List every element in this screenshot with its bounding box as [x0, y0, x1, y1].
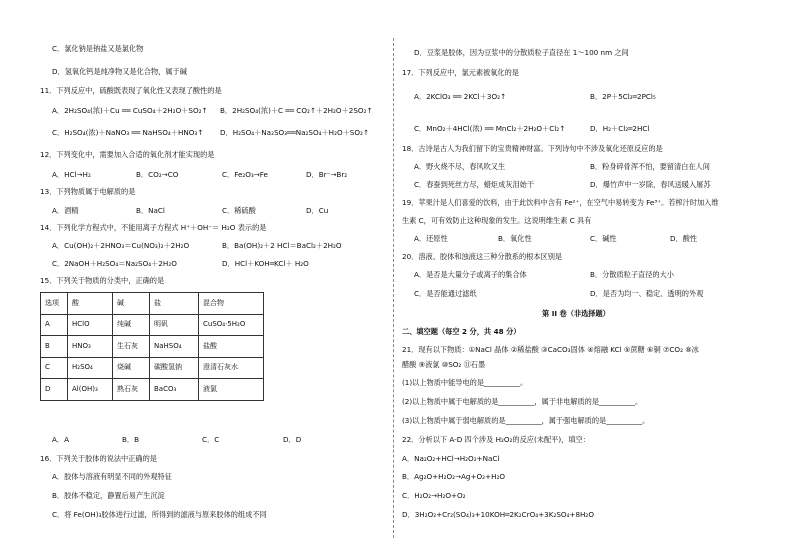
table-cell: 熟石灰 [113, 379, 150, 401]
question-21-part1: (1)以上物质中能导电的是__________。 [402, 378, 528, 387]
table-cell: 碳酸氢钠 [150, 357, 199, 379]
option-18c: C．春蚕到死丝方尽，蜡炬成灰泪始干 [414, 180, 535, 189]
question-16: 16．下列关于胶体的说法中正确的是 [40, 454, 157, 463]
option-13a: A．酒精 [52, 206, 79, 215]
table-header-cell: 选项 [41, 293, 68, 315]
option-12c: C．Fe₂O₃→Fe [222, 170, 268, 179]
reaction-b: B．Ag₂O+H₂O₂→Ag+O₂+H₂O [402, 472, 506, 481]
question-22: 22．分析以下 A-D 四个涉及 H₂O₂的反应(未配平)，填空： [402, 435, 590, 444]
option-15d: D．D [283, 435, 302, 444]
question-15: 15．下列关于物质的分类中，正确的是 [40, 276, 165, 285]
option-text: C．氯化钠是钠盐又是氯化物 [52, 44, 144, 53]
option-18a: A．野火烧不尽，春风吹又生 [414, 162, 506, 171]
option-20c: C．是否能通过滤纸 [414, 289, 477, 298]
table-cell: Al(OH)₃ [68, 379, 113, 401]
table-cell: 液氯 [199, 379, 264, 401]
table-cell: NaHSO₄ [150, 336, 199, 358]
question-21-line2: 醋酸 ⑨液氯 ⑩SO₂ ⑪石墨 [402, 360, 486, 369]
table-cell: H₂SO₄ [68, 357, 113, 379]
table-row [41, 314, 264, 336]
option-18b: B．粉身碎骨浑不怕，要留清白在人间 [590, 162, 710, 171]
table-header-cell: 酸 [68, 293, 113, 315]
option-20a: A．是否是大量分子或离子的集合体 [414, 270, 527, 279]
table-cell: HNO₃ [68, 336, 113, 358]
question-20: 20．溶液、胶体和浊液这三种分散系的根本区别是 [402, 252, 563, 261]
option-14a: A．Cu(OH)₂＋2HNO₃＝Cu(NO₃)₂＋2H₂O [52, 241, 190, 250]
option-14c: C．2NaOH＋H₂SO₄＝Na₂SO₄＋2H₂O [52, 259, 177, 268]
table-header-row [41, 293, 264, 315]
table-row [41, 357, 264, 379]
table-cell: 生石灰 [113, 336, 150, 358]
table-cell: 烧碱 [113, 357, 150, 379]
option-19c: C．碱性 [590, 234, 617, 243]
option-14b: B．Ba(OH)₂＋2 HCl＝BaCl₂＋2H₂O [222, 241, 342, 250]
question-17: 17．下列反应中，氯元素被氧化的是 [402, 68, 519, 77]
option-19a: A．还原性 [414, 234, 448, 243]
table-cell: D [41, 379, 68, 401]
option-20d: D．是否为均一、稳定、透明的外观 [590, 289, 704, 298]
reaction-d: D．3H₂O₂+Cr₂(SO₄)₃+10KOH═2K₂CrO₄+3K₂SO₄+8H₂O [402, 510, 594, 519]
option-15b: B．B [122, 435, 140, 444]
table-row [41, 336, 264, 358]
question-21-part3: (3)以上物质中属于弱电解质的是__________，属于强电解质的是__________。 [402, 416, 650, 425]
reaction-c: C．H₂O₂→H₂O+O₂ [402, 491, 466, 500]
question-11: 11．下列反应中，硫酸既表现了氧化性又表现了酸性的是 [40, 86, 222, 95]
option-19b: B．氧化性 [498, 234, 532, 243]
option-11b: B．2H₂SO₄(浓)＋C ══ CO₂↑＋2H₂O＋2SO₂↑ [220, 106, 373, 115]
option-16a: A．胶体与溶液有明显不同的外观特征 [52, 472, 172, 481]
reaction-a: A．Na₂O₂+HCl→H₂O₂+NaCl [402, 454, 500, 463]
table-cell: C [41, 357, 68, 379]
question-21-part2: (2)以上物质中属于电解质的是__________，属于非电解质的是__________。 [402, 397, 643, 406]
option-17c: C．MnO₂＋4HCl(浓) ══ MnCl₂＋2H₂O＋Cl₂↑ [414, 124, 566, 133]
option-11a: A．2H₂SO₄(浓)＋Cu ══ CuSO₄＋2H₂O＋SO₂↑ [52, 106, 208, 115]
question-13: 13．下列物质属于电解质的是 [40, 187, 136, 196]
question-19-line1: 19．苹果汁是人们喜爱的饮料，由于此饮料中含有 Fe²⁺，在空气中易转变为 Fe³⁺。若榨汁时加入维 [402, 198, 719, 207]
option-13c: C．稀硫酸 [222, 206, 256, 215]
table-header-cell: 碱 [113, 293, 150, 315]
option-15c: C．C [202, 435, 220, 444]
option-11d: D．H₂SO₄＋Na₂SO₃══Na₂SO₄＋H₂O＋SO₂↑ [220, 128, 369, 137]
option-12d: D．Br⁻→Br₂ [306, 170, 348, 179]
table-cell: BaCO₃ [150, 379, 199, 401]
question-19-line2: 生素 C，可有效防止这种现象的发生。这说明维生素 C 具有 [402, 216, 592, 225]
classification-table [40, 292, 264, 401]
question-14: 14．下列化学方程式中，不能用离子方程式 H⁺＋OH⁻＝ H₂O 表示的是 [40, 223, 267, 232]
table-cell: 纯碱 [113, 314, 150, 336]
option-18d: D．爆竹声中一岁除，春风送暖入屠苏 [590, 180, 711, 189]
table-cell: 明矾 [150, 314, 199, 336]
option-text: D．氢氧化钙是纯净物又是化合物，属于碱 [52, 67, 187, 76]
part-two-title: 第 II 卷（非选择题） [542, 309, 610, 318]
column-divider [393, 38, 394, 538]
option-20b: B．分散质粒子直径的大小 [590, 270, 674, 279]
question-18: 18．古诗是古人为我们留下的宝贵精神财富。下列诗句中不涉及氧化还原反应的是 [402, 144, 663, 153]
option-14d: D．HCl＋KOH═KCl＋ H₂O [222, 259, 309, 268]
option-16d: D．豆浆是胶体，因为豆浆中的分散质粒子直径在 1～100 nm 之间 [414, 48, 629, 57]
option-11c: C．H₂SO₄(浓)＋NaNO₃ ══ NaHSO₄＋HNO₃↑ [52, 128, 204, 137]
option-17b: B．2P＋5Cl₂═2PCl₅ [590, 92, 656, 101]
table-cell: A [41, 314, 68, 336]
option-13b: B．NaCl [136, 206, 165, 215]
table-cell: 盐酸 [199, 336, 264, 358]
table-row [41, 379, 264, 401]
option-12b: B．CO₂→CO [136, 170, 179, 179]
option-13d: D．Cu [306, 206, 329, 215]
option-17a: A．2KClO₃ ══ 2KCl＋3O₂↑ [414, 92, 507, 101]
question-21-line1: 21．现有以下物质：①NaCl 晶体 ②稀盐酸 ③CaCO₃固体 ④熔融 KCl ⑤蔗糖 ⑥铜 ⑦CO₂ ⑧冰 [402, 345, 699, 354]
option-17d: D．H₂＋Cl₂═2HCl [590, 124, 650, 133]
option-16c: C．将 Fe(OH)₃胶体进行过滤，所得到的滤液与原来胶体的组成不同 [52, 510, 267, 519]
table-header-cell: 盐 [150, 293, 199, 315]
option-16b: B．胶体不稳定，静置后易产生沉淀 [52, 491, 165, 500]
table-header-cell: 混合物 [199, 293, 264, 315]
option-19d: D．酸性 [670, 234, 698, 243]
table-cell: HClO [68, 314, 113, 336]
table-cell: 澄清石灰水 [199, 357, 264, 379]
question-12: 12．下列变化中，需要加入合适的氧化剂才能实现的是 [40, 150, 215, 159]
table-cell: CuSO₄·5H₂O [199, 314, 264, 336]
table-cell: B [41, 336, 68, 358]
option-12a: A．HCl→H₂ [52, 170, 91, 179]
option-15a: A．A [52, 435, 70, 444]
section-heading: 二、填空题（每空 2 分，共 48 分） [402, 327, 521, 336]
